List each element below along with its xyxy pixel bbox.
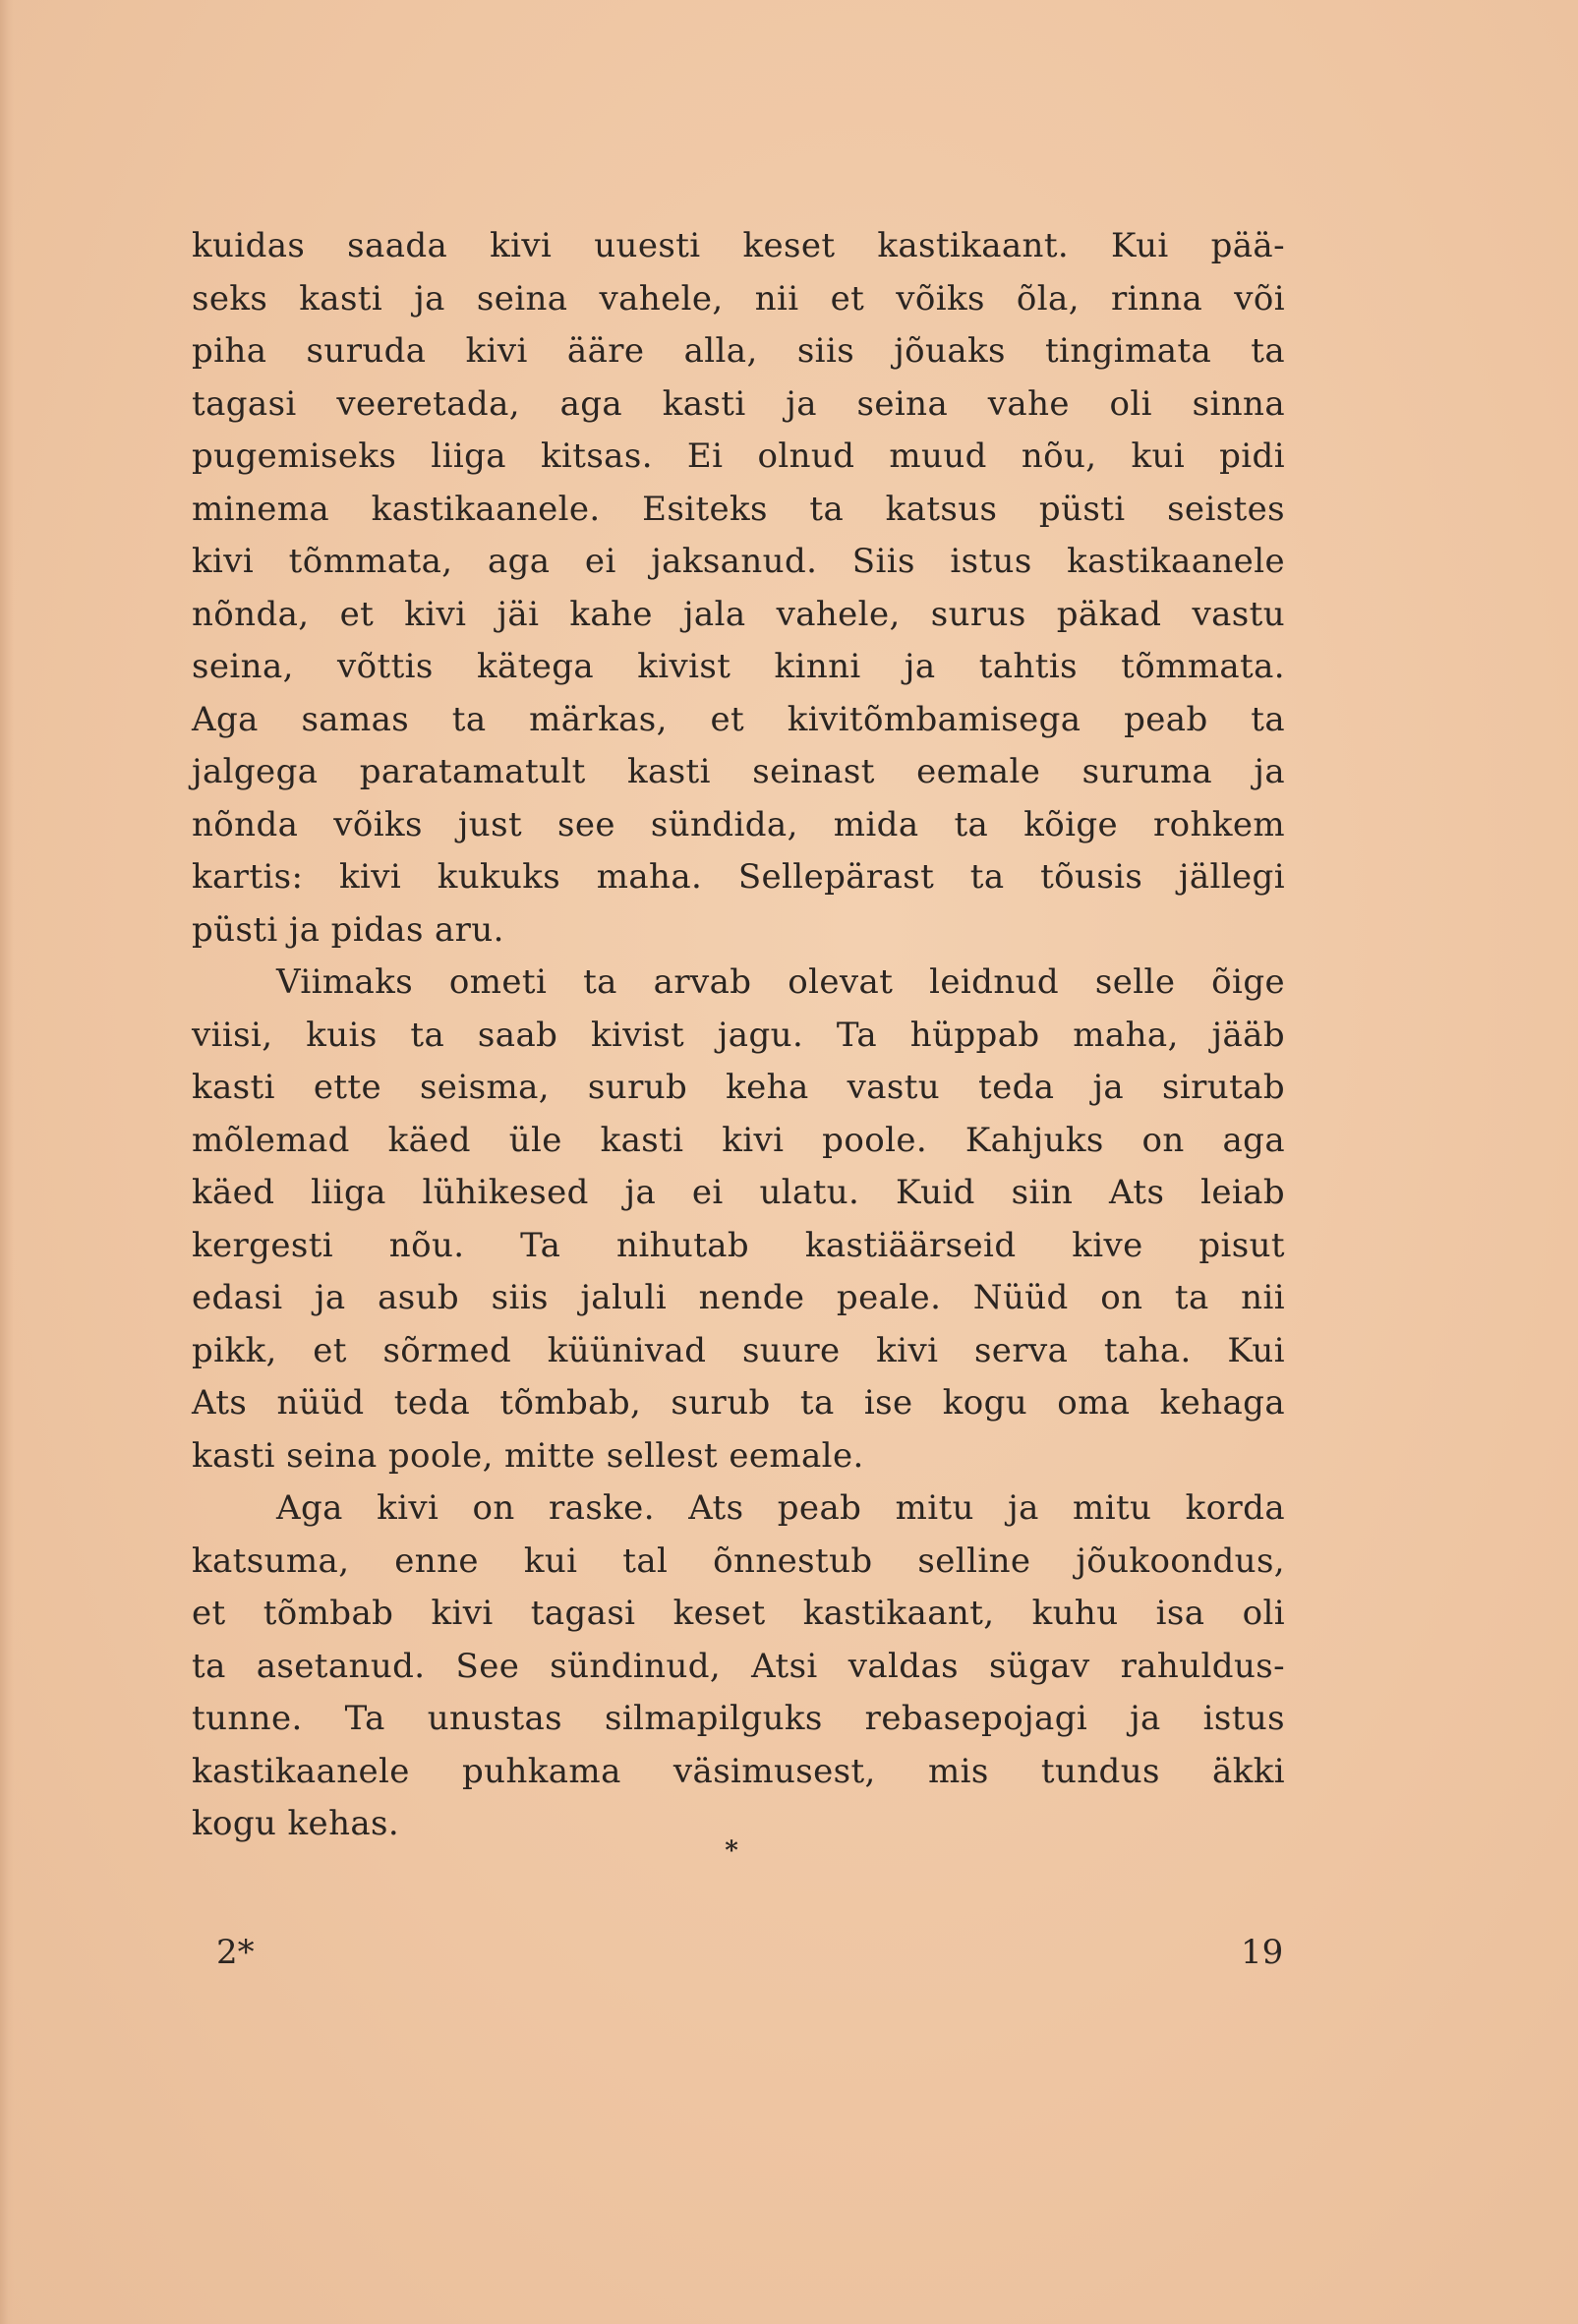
text-line: kuidas saada kivi uuesti keset kastikaant. Kui pää- — [192, 226, 1285, 265]
text-line: minema kastikaanele. Esiteks ta katsus püsti seistes — [192, 489, 1285, 529]
text-line: Ats nüüd teda tõmbab, surub ta ise kogu oma kehaga — [192, 1383, 1285, 1423]
text-line: mõlemad käed üle kasti kivi poole. Kahjuks on aga — [192, 1120, 1285, 1160]
text-line: piha suruda kivi ääre alla, siis jõuaks tingimata ta — [192, 331, 1285, 371]
body-text — [192, 220, 1285, 1851]
text-line: edasi ja asub siis jaluli nende peale. Nüüd on ta nii — [192, 1278, 1285, 1317]
text-line: ta asetanud. See sündinud, Atsi valdas sügav rahuldus- — [192, 1646, 1285, 1686]
text-line: kergesti nõu. Ta nihutab kastiäärseid kive pisut — [192, 1225, 1285, 1265]
signature-mark: 2* — [216, 1933, 255, 1972]
text-line: pikk, et sõrmed küünivad suure kivi serva taha. Kui — [192, 1330, 1285, 1370]
text-line: nõnda, et kivi jäi kahe jala vahele, surus päkad vastu — [192, 594, 1285, 634]
text-line: nõnda võiks just see sündida, mida ta kõige rohkem — [192, 804, 1285, 844]
text-line: kasti ette seisma, surub keha vastu teda ja sirutab — [192, 1068, 1285, 1107]
text-line: seina, võttis kätega kivist kinni ja tahtis tõmmata. — [192, 647, 1285, 686]
section-separator: * — [725, 1836, 738, 1866]
text-line: kasti seina poole, mitte sellest eemale. — [192, 1435, 864, 1476]
text-line: et tõmbab kivi tagasi keset kastikaant, kuhu isa oli — [192, 1594, 1285, 1633]
text-line: tagasi veeretada, aga kasti ja seina vahe oli sinna — [192, 383, 1285, 424]
text-line: pugemiseks liiga kitsas. Ei olnud muud nõu, kui pidi — [192, 436, 1285, 476]
text-line: kastikaanele puhkama väsimusest, mis tundus äkki — [192, 1751, 1285, 1791]
page-edge — [0, 0, 14, 2324]
text-line: püsti ja pidas aru. — [192, 909, 504, 950]
text-line: kivi tõmmata, aga ei jaksanud. Siis istus kastikaanele — [192, 542, 1285, 581]
text-line: kartis: kivi kukuks maha. Sellepärast ta tõusis jällegi — [192, 857, 1285, 897]
text-line: jalgega paratamatult kasti seinast eemale suruma ja — [192, 752, 1285, 791]
text-line: Aga kivi on raske. Ats peab mitu ja mitu korda — [276, 1488, 1285, 1528]
text-line: viisi, kuis ta saab kivist jagu. Ta hüppab maha, jääb — [192, 1015, 1285, 1055]
text-line: seks kasti ja seina vahele, nii et võiks õla, rinna või — [192, 278, 1285, 319]
text-line: katsuma, enne kui tal õnnestub selline jõukoondus, — [192, 1540, 1285, 1581]
text-line: Aga samas ta märkas, et kivitõmbamisega peab ta — [192, 699, 1285, 739]
page-number: 19 — [1241, 1933, 1284, 1972]
text-line: Viimaks ometi ta arvab olevat leidnud selle õige — [276, 962, 1285, 1002]
text-line: käed liiga lühikesed ja ei ulatu. Kuid siin Ats leiab — [192, 1173, 1285, 1212]
text-line: kogu kehas. — [192, 1804, 400, 1843]
text-line: tunne. Ta unustas silmapilguks rebasepojagi ja istus — [192, 1699, 1285, 1738]
